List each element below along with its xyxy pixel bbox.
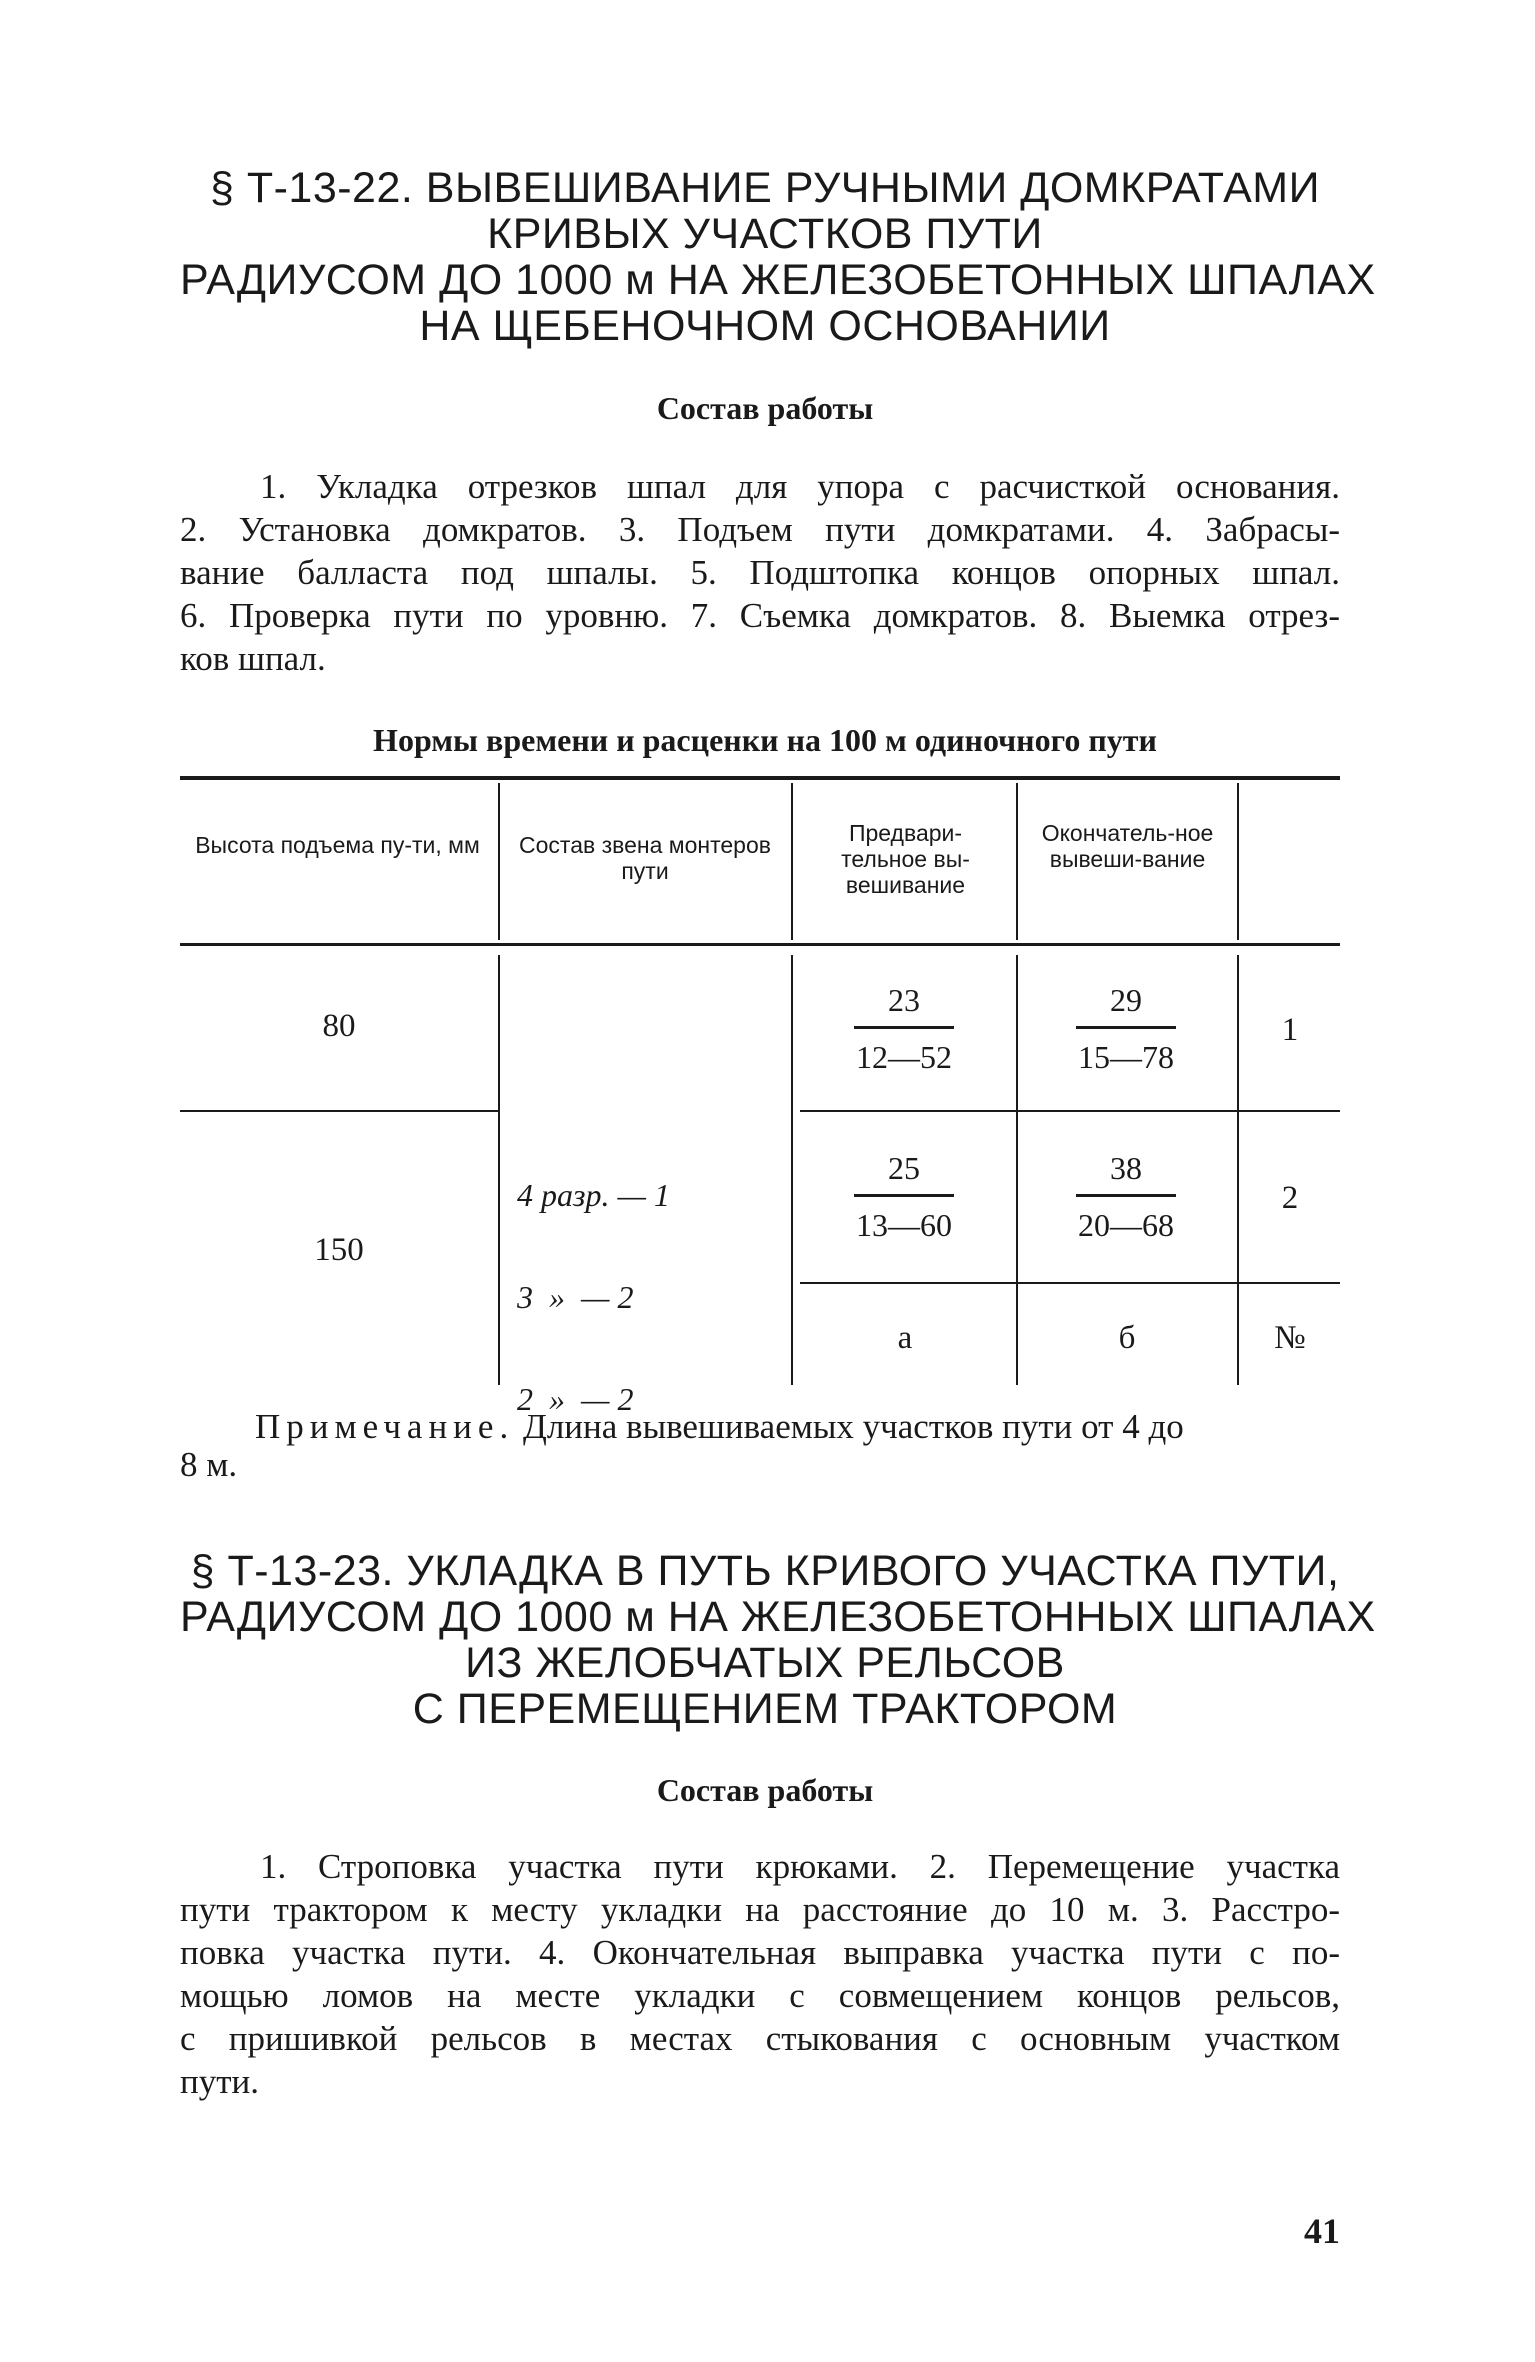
column-divider	[791, 955, 793, 1385]
row2-preliminary-fraction	[814, 1150, 994, 1243]
row1-preliminary-fraction	[814, 982, 994, 1075]
heading-line: НА ЩЕБЕНОЧНОМ ОСНОВАНИИ	[419, 302, 1111, 350]
heading-line: § Т-13-23. УКЛАДКА В ПУТЬ КРИВОГО УЧАСТКА ПУТИ,	[190, 1547, 1340, 1595]
column-divider	[498, 783, 500, 940]
rate: 12—52	[856, 1039, 952, 1075]
work-composition-subheading: Состав работы	[656, 390, 874, 426]
rate: 15—78	[1078, 1039, 1174, 1075]
paragraph-line: мощью ломов на месте укладки с совмещением концов рельсов,	[180, 1976, 1340, 2015]
table-title: Нормы времени и расценки на 100 м одиночного пути	[373, 722, 1157, 758]
paragraph-line: 1. Строповка участка пути крюками. 2. Перемещение участка	[260, 1847, 1340, 1886]
rate: 13—60	[856, 1207, 952, 1243]
column-divider	[1016, 955, 1018, 1385]
column-letter-a: а	[897, 1320, 913, 1356]
paragraph-line: 6. Проверка пути по уровню. 7. Съемка домкратов. 8. Выемка отрез-	[180, 596, 1340, 635]
header-crew: Состав звена монтеров пути	[519, 832, 771, 884]
row2-number: 2	[1281, 1180, 1299, 1216]
row-divider	[800, 1282, 1340, 1284]
paragraph-line: с пришивкой рельсов в местах стыкования с основным участком	[180, 2019, 1340, 2058]
crew-line: 3 » — 2	[517, 1279, 634, 1315]
header-bottom-rule	[180, 943, 1340, 946]
table-top-rule	[180, 776, 1340, 780]
column-divider	[498, 955, 500, 1385]
column-divider	[791, 783, 793, 940]
heading-line: РАДИУСОМ ДО 1000 м НА ЖЕЛЕЗОБЕТОННЫХ ШПАЛАХ	[180, 1593, 1376, 1641]
column-divider	[1016, 783, 1018, 940]
row-divider	[180, 1110, 498, 1112]
note-text: Длина вывешиваемых участков пути от 4 до	[514, 1407, 1184, 1446]
paragraph-line: повка участка пути. 4. Окончательная выправка участка пути с по-	[180, 1933, 1340, 1972]
paragraph-line: 1. Укладка отрезков шпал для упора с расчисткой основания.	[260, 467, 1340, 506]
rate: 20—68	[1078, 1207, 1174, 1243]
header-preliminary: Предвари-тельное вы-вешивание	[841, 820, 970, 898]
paragraph-line: вание балласта под шпалы. 5. Подштопка концов опорных шпал.	[180, 553, 1340, 592]
row-divider	[800, 1110, 1340, 1112]
time-norm: 23	[888, 982, 920, 1018]
time-norm: 29	[1110, 982, 1142, 1018]
header-height: Высота подъема пу-ти, мм	[195, 832, 480, 858]
fraction-bar	[1076, 1026, 1176, 1029]
heading-line: РАДИУСОМ ДО 1000 м НА ЖЕЛЕЗОБЕТОННЫХ ШПАЛАХ	[180, 256, 1376, 304]
crew-line: 2 » — 2	[517, 1381, 634, 1417]
column-divider	[1237, 955, 1239, 1385]
section-heading-t-13-22	[180, 164, 1376, 350]
fraction-bar	[854, 1194, 954, 1197]
work-composition-paragraph	[180, 1845, 1340, 2103]
time-norm: 38	[1110, 1150, 1142, 1186]
work-composition-paragraph	[180, 465, 1340, 680]
paragraph-line: пути.	[180, 2062, 260, 2101]
paragraph-line: пути трактором к месту укладки на расстояние до 10 м. 3. Расстро-	[180, 1890, 1340, 1929]
heading-line: КРИВЫХ УЧАСТКОВ ПУТИ	[487, 210, 1043, 258]
page-number: 41	[1304, 2211, 1340, 2251]
header-final: Окончатель-ное вывеши-вание	[1041, 820, 1214, 872]
time-norm: 25	[888, 1150, 920, 1186]
section-heading-t-13-23	[180, 1547, 1376, 1733]
column-letter-b: б	[1118, 1320, 1136, 1356]
row1-final-fraction	[1036, 982, 1216, 1075]
table-note	[255, 1407, 1184, 1447]
fraction-bar	[854, 1026, 954, 1029]
row1-height: 80	[322, 1008, 356, 1044]
number-sign: №	[1274, 1320, 1306, 1356]
paragraph-line: 2. Установка домкратов. 3. Подъем пути домкратами. 4. Забрасы-	[180, 510, 1340, 549]
note-label: Примечание.	[255, 1407, 515, 1446]
heading-line: С ПЕРЕМЕЩЕНИЕМ ТРАКТОРОМ	[412, 1685, 1118, 1733]
paragraph-line: ков шпал.	[180, 639, 326, 678]
column-divider	[1237, 783, 1239, 940]
crew-line: 4 разр. — 1	[517, 1177, 670, 1213]
row1-number: 1	[1281, 1012, 1299, 1048]
heading-line: § Т-13-22. ВЫВЕШИВАНИЕ РУЧНЫМИ ДОМКРАТАМИ	[209, 164, 1321, 212]
fraction-bar	[1076, 1194, 1176, 1197]
row2-final-fraction	[1036, 1150, 1216, 1243]
row2-height: 150	[314, 1232, 364, 1268]
heading-line: ИЗ ЖЕЛОБЧАТЫХ РЕЛЬСОВ	[465, 1639, 1065, 1687]
work-composition-subheading: Состав работы	[656, 1772, 874, 1808]
note-continuation: 8 м.	[180, 1445, 238, 1484]
